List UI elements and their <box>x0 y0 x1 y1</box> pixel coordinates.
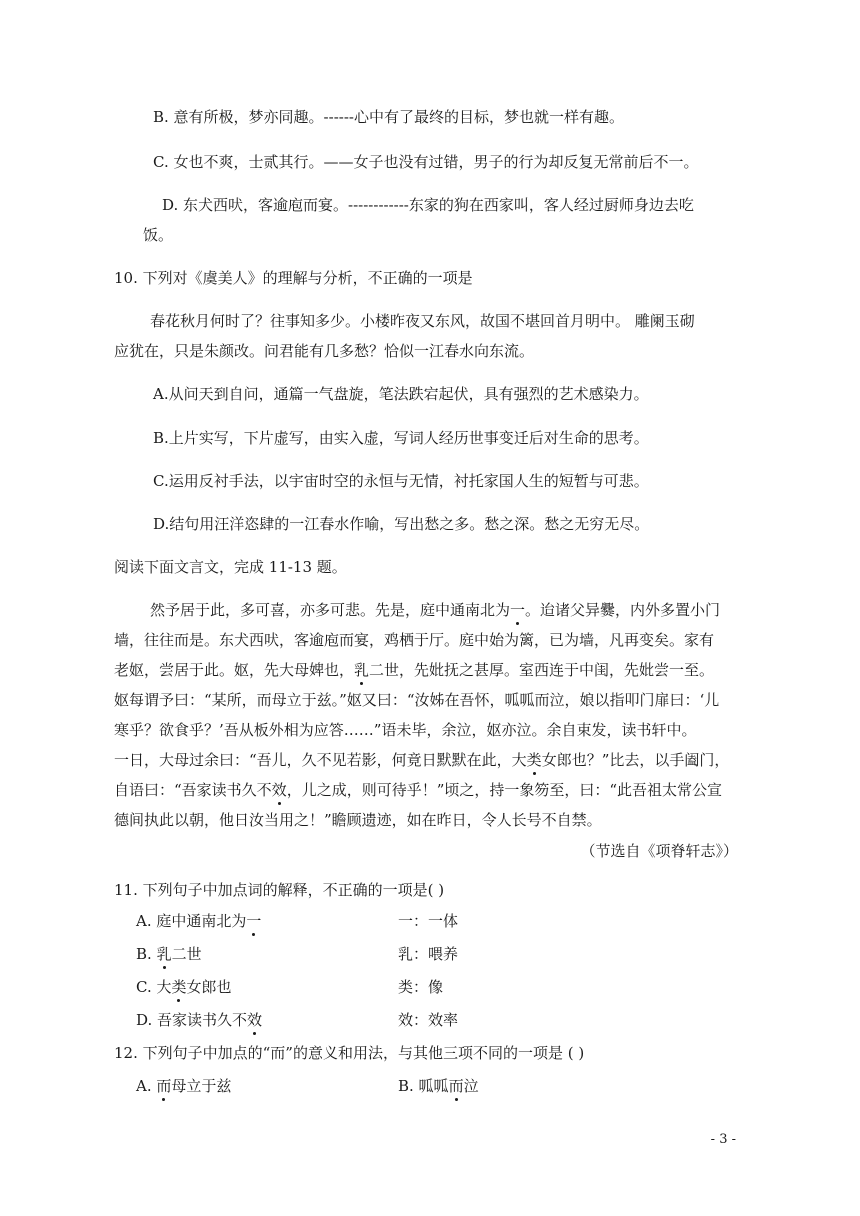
q9-option-d-line2: 饭。 <box>143 226 174 244</box>
q11-option-d <box>136 1010 262 1030</box>
q10-option-a: A.从问天到自问，通篇一气盘旋，笔法跌宕起伏，具有强烈的艺术感染力。 <box>153 385 649 403</box>
text-span: B. <box>136 945 157 963</box>
text-span: C. 大 <box>136 978 172 996</box>
passage-intro: 阅读下面文言文，完成 11-13 题。 <box>114 558 347 576</box>
q11-stem: 11. 下列句子中加点词的解释，不正确的一项是( ) <box>114 881 445 899</box>
text-span: D. 吾家读书久不 <box>136 1011 248 1029</box>
text-span: 泣 <box>463 1077 479 1095</box>
dotted-word: 一 <box>246 912 262 930</box>
text-span: 然予居于此，多可喜，亦多可悲。先是，庭中通南北为 <box>150 601 511 619</box>
dotted-word: 乳 <box>354 661 370 679</box>
passage-line-4: 妪每谓予曰：“某所，而母立于兹。”妪又曰：“汝姊在吾怀，呱呱而泣，娘以指叩门扉曰：‘儿 <box>114 691 720 709</box>
q10-option-d: D.结句用汪洋恣肆的一江春水作喻，写出愁之多。愁之深。愁之无穷无尽。 <box>153 515 650 533</box>
q9-option-c: C. 女也不爽，士贰其行。——女子也没有过错，男子的行为却反复无常前后不一。 <box>153 153 699 171</box>
text-span: A. <box>136 1077 157 1095</box>
q9-option-b: B. 意有所极，梦亦同趣。------心中有了最终的目标，梦也就一样有趣。 <box>153 108 624 126</box>
dotted-word: 一 <box>510 601 526 619</box>
dotted-word: 乳 <box>156 945 172 963</box>
q11-option-a <box>136 911 261 931</box>
passage-line-8: 德间执此以朝，他日汝当用之！”瞻顾遗迹，如在昨日，令人长号不自禁。 <box>114 811 602 829</box>
passage-line-3 <box>114 660 714 680</box>
passage-line-7 <box>114 780 722 800</box>
text-span: A. 庭中通南北为 <box>136 912 247 930</box>
q11-option-c <box>136 977 232 997</box>
passage-line-5: 寒乎？欲食乎？’吾从板外相为应答……”语未毕，余泣，妪亦泣。余自束发，读书轩中。 <box>114 721 697 739</box>
q12-option-a <box>136 1076 231 1096</box>
text-span: 二世，先妣抚之甚厚。室西连于中闺，先妣尝一至。 <box>369 661 715 679</box>
text-span: B. 呱呱 <box>398 1077 449 1095</box>
dotted-word: 类 <box>526 751 542 769</box>
page-number: - 3 - <box>710 1132 736 1147</box>
q12-stem: 12. 下列句子中加点的“而”的意义和用法，与其他三项不同的一项是 ( ) <box>114 1044 585 1062</box>
q11-option-b-answer: 乳：喂养 <box>398 945 459 963</box>
q12-option-b <box>398 1076 479 1096</box>
q10-poem-line2: 应犹在，只是朱颜改。问君能有几多愁？恰似一江春水向东流。 <box>114 342 535 360</box>
dotted-word: 而 <box>156 1077 172 1095</box>
q9-option-d-line1: D. 东犬西吠，客逾庖而宴。------------东家的狗在西家叫，客人经过厨师身边去吃 <box>162 196 694 214</box>
passage-line-6 <box>114 750 729 770</box>
text-span: ，儿之成，则可待乎！”顷之，持一象笏至，曰：“此吾祖太常公宣 <box>286 781 723 799</box>
dotted-word: 效 <box>247 1011 263 1029</box>
text-span: 女郎也？”比去，以手阖门， <box>541 751 730 769</box>
q10-option-b: B.上片实写，下片虚写，由实入虚，写词人经历世事变迁后对生命的思考。 <box>153 429 649 447</box>
q11-option-a-answer: 一：一体 <box>398 912 459 930</box>
dotted-word: 而 <box>448 1077 464 1095</box>
passage-line-1 <box>150 600 720 620</box>
q10-stem: 10. 下列对《虞美人》的理解与分析，不正确的一项是 <box>114 269 473 287</box>
passage-line-2: 墙，往往而是。东犬西吠，客逾庖而宴，鸡栖于厅。庭中始为篱，已为墙，凡再变矣。家有 <box>114 631 715 649</box>
dotted-word: 效 <box>271 781 287 799</box>
dotted-word: 类 <box>171 978 187 996</box>
q10-option-c: C.运用反衬手法，以宇宙时空的永恒与无情，衬托家国人生的短暂与可悲。 <box>153 472 649 490</box>
q11-option-c-answer: 类：像 <box>398 978 444 996</box>
text-span: 一日，大母过余曰：“吾儿，久不见若影，何竟日默默在此，大 <box>114 751 527 769</box>
text-span: 女郎也 <box>186 978 232 996</box>
q11-option-b <box>136 944 202 964</box>
text-span: 母立于兹 <box>171 1077 232 1095</box>
text-span: 自语曰：“吾家读书久不 <box>114 781 272 799</box>
text-span: 二世 <box>171 945 202 963</box>
text-span: 。迨诸父异爨，内外多置小门 <box>525 601 721 619</box>
q10-poem-line1: 春花秋月何时了？往事知多少。小楼昨夜又东风，故国不堪回首月明中。 雕阑玉砌 <box>150 312 695 330</box>
passage-source: （节选自《项脊轩志》） <box>580 842 738 860</box>
q11-option-d-answer: 效：效率 <box>398 1011 459 1029</box>
text-span: 老妪，尝居于此。妪，先大母婢也， <box>114 661 355 679</box>
